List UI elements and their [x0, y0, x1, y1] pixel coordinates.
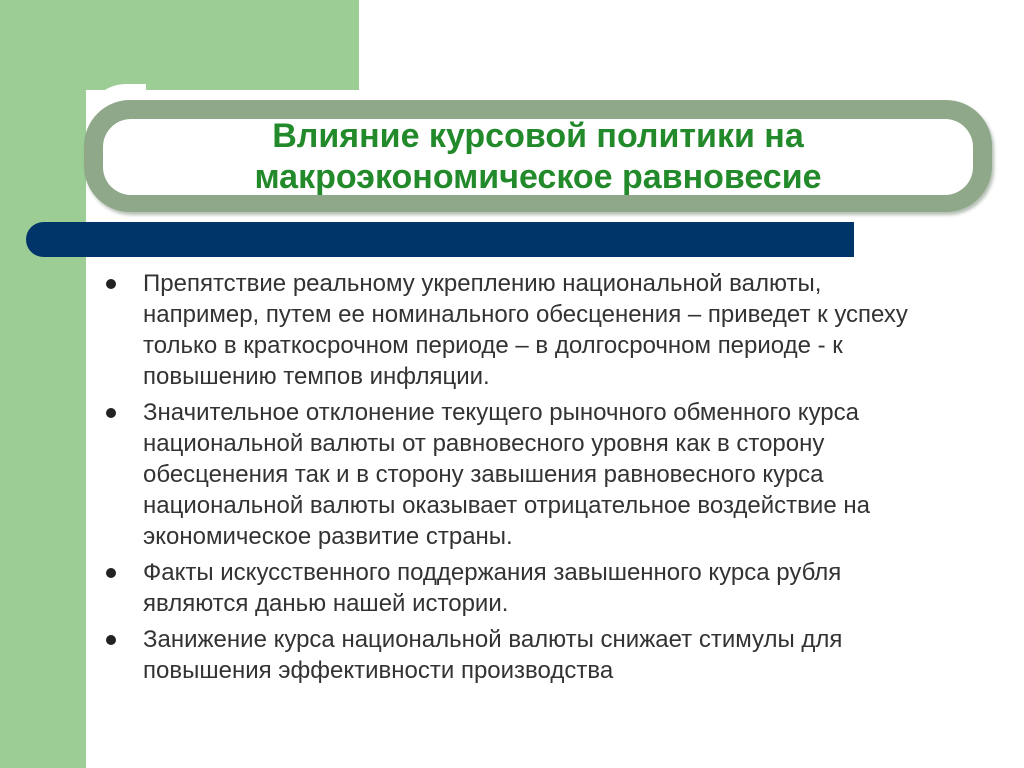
top-green-block [86, 0, 359, 90]
title-box [103, 119, 973, 195]
bullet-item [100, 557, 930, 619]
bullet-item [100, 268, 930, 392]
left-green-band [0, 0, 86, 768]
bullet-dot-icon [106, 279, 116, 289]
slide-title [254, 116, 821, 198]
bullet-dot-icon [106, 635, 116, 645]
bullet-dot-icon [106, 408, 116, 418]
bullet-item [100, 397, 930, 552]
bullet-text: Значительное отклонение текущего рыночного обменного курса национальной валюты от равновесного уровня как в сторону обесценения так и в сторону завышения равновесного курса национальной валюты оказывает отрицательное воздействие на экономическое развитие страны. [143, 399, 870, 550]
bullet-text: Препятствие реальному укреплению национальной валюты, например, путем ее номинального обесценения – приведет к успеху только в краткосрочном периоде – в долгосрочном периоде - к повышению темпов инфляции. [143, 270, 908, 390]
bullet-list [100, 268, 930, 691]
title-line-1: Влияние курсовой политики на [272, 117, 804, 155]
bullet-text: Факты искусственного поддержания завышенного курса рубля являются данью нашей истории. [143, 559, 842, 617]
bullet-dot-icon [106, 568, 116, 578]
bullet-text: Занижение курса национальной валюты снижает стимулы для повышения эффективности производства [143, 626, 843, 684]
bullet-item [100, 624, 930, 686]
navy-divider-bar [26, 222, 854, 257]
title-line-2: макроэкономическое равновесие [254, 158, 822, 196]
